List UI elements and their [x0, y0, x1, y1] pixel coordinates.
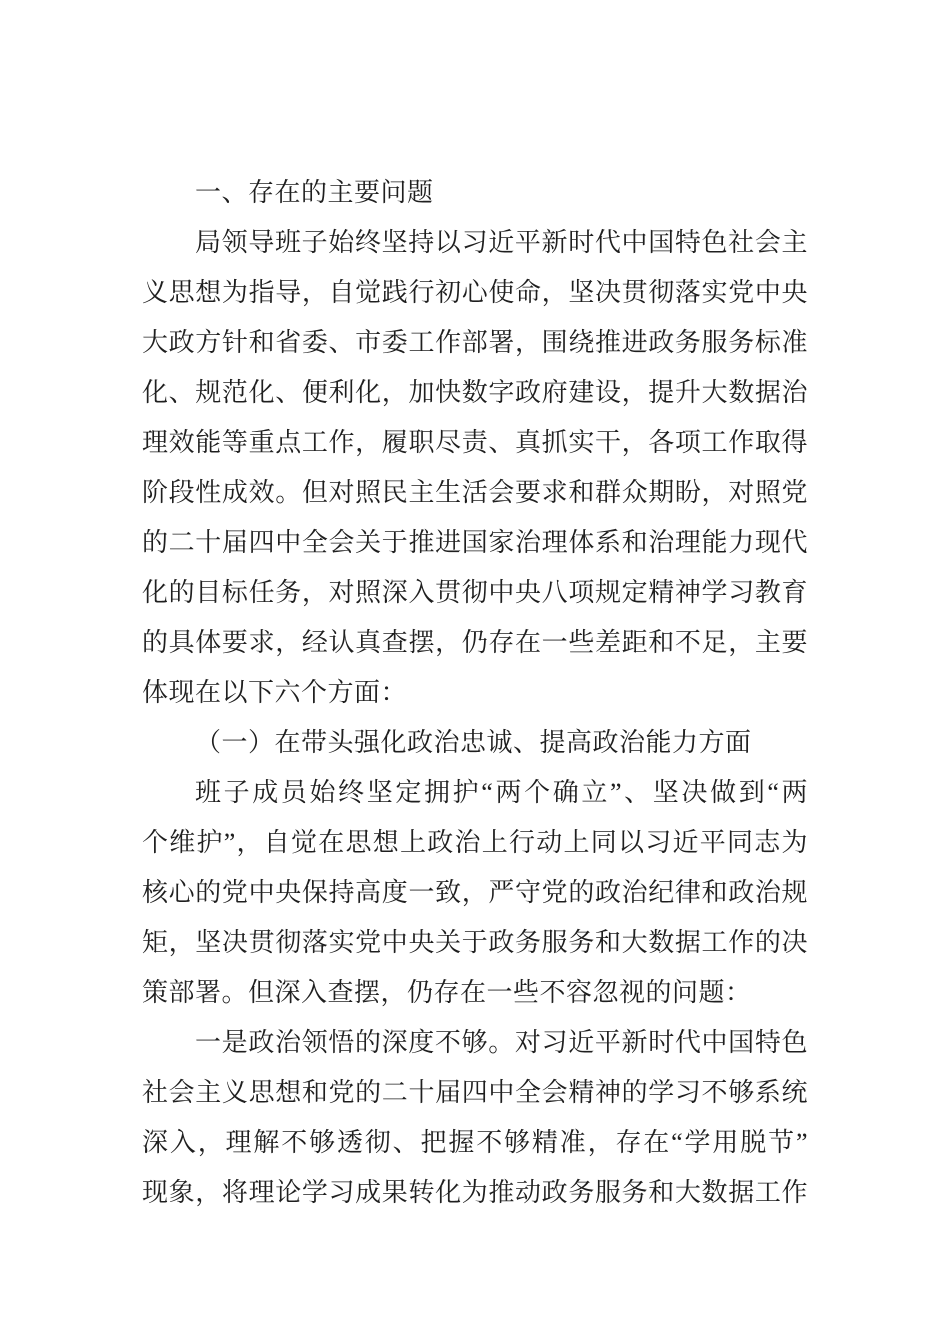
text-line: 的具体要求，经认真查摆，仍存在一些差距和不足，主要: [142, 628, 808, 657]
text-line: 社会主义思想和党的二十届四中全会精神的学习不够系统: [142, 1078, 808, 1107]
text-line: 核心的党中央保持高度一致，严守党的政治纪律和政治规: [142, 878, 808, 907]
text-line: 现象，将理论学习成果转化为推动政务服务和大数据工作: [142, 1178, 808, 1207]
text-line: 个维护”，自觉在思想上政治上行动上同以习近平同志为: [142, 828, 808, 857]
text-line: 矩，坚决贯彻落实党中央关于政务服务和大数据工作的决: [142, 928, 808, 957]
text-line: 局领导班子始终坚持以习近平新时代中国特色社会主: [195, 228, 808, 257]
subsection-heading: [142, 718, 808, 768]
text-line: 体现在以下六个方面：: [142, 678, 408, 707]
text-line: 阶段性成效。但对照民主生活会要求和群众期盼，对照党: [142, 478, 808, 507]
body-paragraph: [142, 218, 808, 718]
text-line: 的二十届四中全会关于推进国家治理体系和治理能力现代: [142, 528, 808, 557]
text-line: 化、规范化、便利化，加快数字政府建设，提升大数据治: [142, 378, 808, 407]
body-paragraph: [142, 1018, 808, 1218]
text-line: 理效能等重点工作，履职尽责、真抓实干，各项工作取得: [142, 428, 808, 457]
document-content: [142, 168, 808, 1218]
body-paragraph: [142, 768, 808, 1018]
text-line: 一、存在的主要问题: [195, 178, 434, 207]
text-line: 一是政治领悟的深度不够。对习近平新时代中国特色: [195, 1028, 808, 1057]
text-line: 班子成员始终坚定拥护“两个确立”、坚决做到“两: [195, 778, 808, 807]
section-heading: [142, 168, 808, 218]
text-line: （一）在带头强化政治忠诚、提高政治能力方面: [195, 728, 752, 757]
text-line: 大政方针和省委、市委工作部署，围绕推进政务服务标准: [142, 328, 808, 357]
text-line: 深入，理解不够透彻、把握不够精准，存在“学用脱节”: [142, 1128, 808, 1157]
text-line: 化的目标任务，对照深入贯彻中央八项规定精神学习教育: [142, 578, 808, 607]
text-line: 策部署。但深入查摆，仍存在一些不容忽视的问题：: [142, 978, 752, 1007]
text-line: 义思想为指导，自觉践行初心使命，坚决贯彻落实党中央: [142, 278, 808, 307]
